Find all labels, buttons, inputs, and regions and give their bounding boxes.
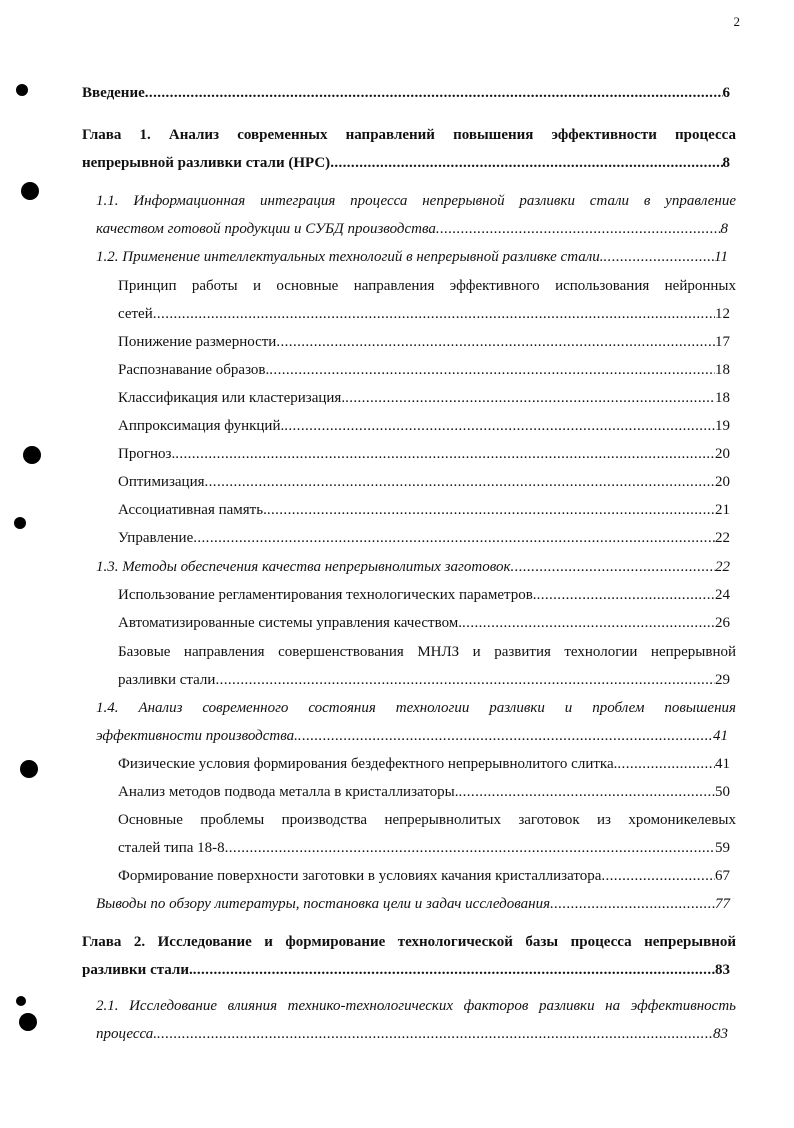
toc-page: 8 [720, 221, 728, 237]
toc-section-2-1-line2: процесса. ..... 83 [96, 1026, 728, 1043]
toc-conclusions: Выводы по обзору литературы, постановка цели и задач исследования ..... 77 [96, 896, 730, 913]
toc-title: Введение [82, 85, 145, 101]
toc-item-1-2-6: Прогноз. ..... 20 [118, 446, 730, 463]
toc-page: 19 [715, 418, 730, 434]
toc-page: 22 [715, 530, 730, 546]
binder-hole-4 [14, 517, 26, 529]
toc-page: 67 [715, 868, 730, 884]
toc-page: 12 [715, 306, 730, 322]
toc-page: 22 [715, 559, 730, 575]
toc-item-1-2-1-line1: Принцип работы и основные направления эффективного использования нейронных [118, 278, 736, 294]
toc-chapter-1-line2: непрерывной разливки стали (НРС) ..... 8 [82, 155, 730, 172]
toc-section-2-1-line1: 2.1. Исследование влияния технико-технологических факторов разливки на эффективность [96, 998, 736, 1014]
binder-hole-1 [16, 84, 28, 96]
toc-item-1-4-1: Физические условия формирования бездефектного непрерывнолитого слитка. ..... 41 [118, 756, 730, 773]
page-number: 2 [733, 14, 740, 29]
toc-item-1-3-2: Автоматизированные системы управления качеством. ..... 26 [118, 615, 730, 632]
toc-page: 83 [713, 1026, 728, 1042]
toc-page: 6 [722, 85, 730, 101]
toc-entry-intro [82, 85, 730, 102]
toc-page: 11 [714, 249, 728, 265]
toc-section-1-1-line2: качеством готовой продукции и СУБД производства ..... 8 [96, 221, 728, 238]
toc-page: 26 [715, 615, 730, 631]
toc-item-1-3-1: Использование регламентирования технологических параметров. ..... 24 [118, 587, 730, 604]
toc-page: 8 [722, 155, 730, 171]
toc-page: 77 [715, 896, 730, 912]
toc-item-1-2-9: Управление ..... 22 [118, 530, 730, 547]
binder-hole-5 [20, 760, 38, 778]
toc-section-1-4-line2: эффективности производства. ..... 41 [96, 728, 728, 745]
toc-page: 20 [715, 446, 730, 462]
toc-chapter-2-line1: Глава 2. Исследование и формирование технологической базы процесса непрерывной [82, 934, 736, 950]
toc-page: 83 [715, 962, 730, 978]
toc-section-1-4-line1: 1.4. Анализ современного состояния технологии разливки и проблем повышения [96, 700, 736, 716]
toc-section-1-1-line1: 1.1. Информационная интеграция процесса непрерывной разливки стали в управление [96, 193, 736, 209]
toc-section-1-3: 1.3. Методы обеспечения качества непрерывнолитых заготовок ..... 22 [96, 559, 730, 576]
toc-item-1-2-3: Распознавание образов. ..... 18 [118, 362, 730, 379]
toc-item-1-2-1-line2: сетей ..... 12 [118, 306, 730, 323]
toc-page: 20 [715, 474, 730, 490]
toc-page: 17 [715, 334, 730, 350]
toc-page: 59 [715, 840, 730, 856]
toc-page: 41 [713, 728, 728, 744]
toc-item-1-2-4: Классификация или кластеризация. ..... 18 [118, 390, 730, 407]
toc-section-1-2: 1.2. Применение интеллектуальных технологий в непрерывной разливке стали. ..... 11 [96, 249, 728, 266]
toc-page: 24 [715, 587, 730, 603]
binder-hole-7 [19, 1013, 37, 1031]
toc-item-1-4-4: Формирование поверхности заготовки в условиях качания кристаллизатора ..... 67 [118, 868, 730, 885]
toc-chapter-2-line2: разливки стали. ..... 83 [82, 962, 730, 979]
toc-page: 18 [715, 390, 730, 406]
toc-item-1-4-3-line2: сталей типа 18-8 ..... 59 [118, 840, 730, 857]
toc-page: 50 [715, 784, 730, 800]
toc-item-1-2-7: Оптимизация ..... 20 [118, 474, 730, 491]
toc-item-1-3-3-line1: Базовые направления совершенствования МНЛЗ и развития технологии непрерывной [118, 644, 736, 660]
toc-page: 18 [715, 362, 730, 378]
binder-hole-6 [16, 996, 26, 1006]
binder-hole-3 [23, 446, 41, 464]
toc-page: 29 [715, 672, 730, 688]
toc-chapter-1-line1: Глава 1. Анализ современных направлений повышения эффективности процесса [82, 127, 736, 143]
toc-item-1-4-2: Анализ методов подвода металла в кристаллизаторы. ..... 50 [118, 784, 730, 801]
binder-hole-2 [21, 182, 39, 200]
toc-page: 41 [715, 756, 730, 772]
toc-item-1-2-5: Аппроксимация функций. ..... 19 [118, 418, 730, 435]
toc-page: 21 [715, 502, 730, 518]
toc-item-1-2-8: Ассоциативная память. ..... 21 [118, 502, 730, 519]
toc-item-1-4-3-line1: Основные проблемы производства непрерывнолитых заготовок из хромоникелевых [118, 812, 736, 828]
toc-item-1-3-3-line2: разливки стали ..... 29 [118, 672, 730, 689]
toc-item-1-2-2: Понижение размерности ..... 17 [118, 334, 730, 351]
